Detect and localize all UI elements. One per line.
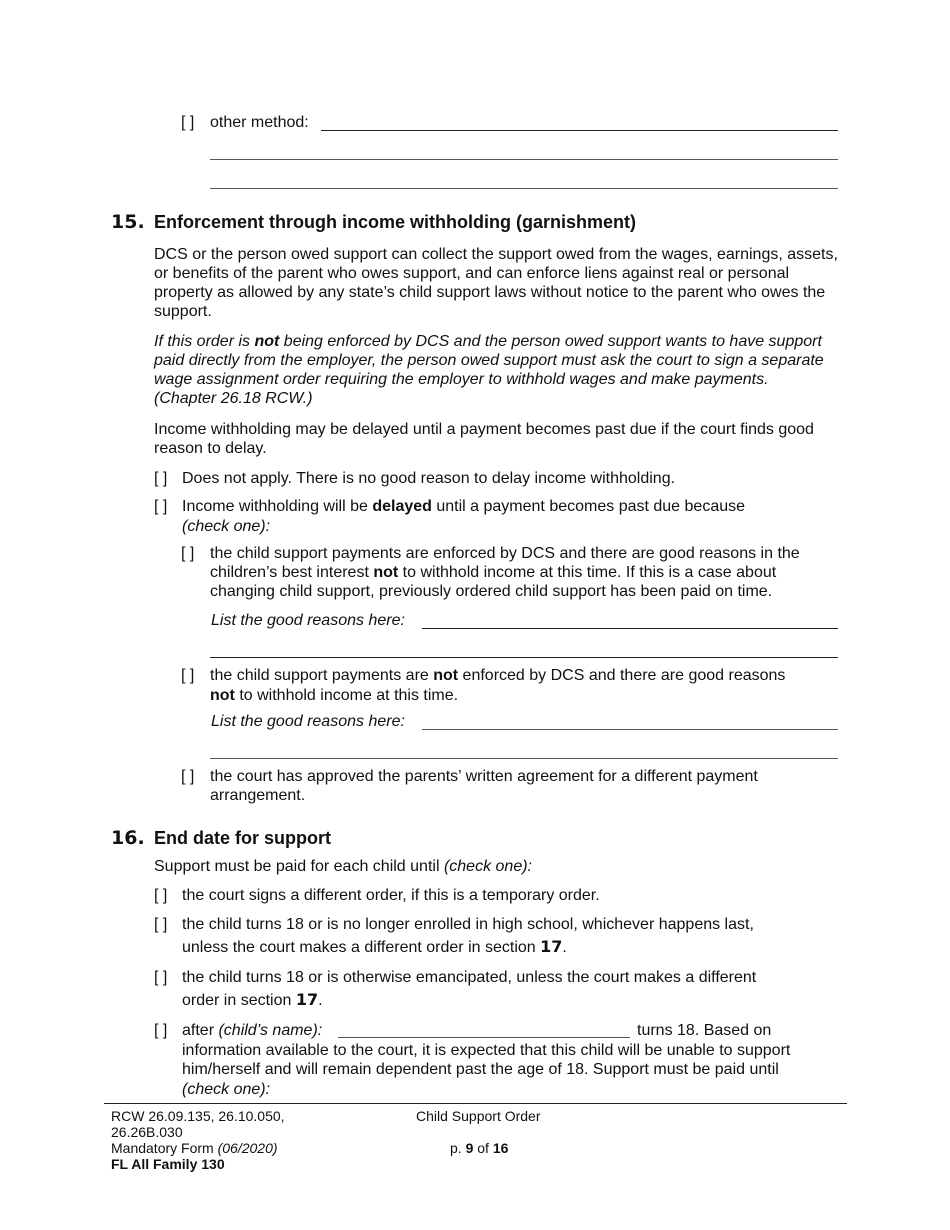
section-15-paragraph-3: Income withholding may be delayed until a payment becomes past due if the court finds good reason to delay. [154, 421, 814, 457]
checkbox-16-emancipated[interactable]: [ ] [154, 969, 168, 986]
option-15-not-dcs-line2: not to withhold income at this time. [210, 687, 459, 704]
option-15-not-dcs: the child support payments are not enforced by DCS and there are good reasons [210, 667, 786, 684]
section-15-paragraph-1: DCS or the person owed support can collect the support owed from the wages, earnings, assets, or benefits of the parent who owes support, and can enforce liens against real or personal property as allowed by any state’s child support laws without notice to the parent who owes the support. [154, 246, 838, 320]
checkbox-15-dcs-enforced[interactable]: [ ] [181, 545, 195, 562]
footer-divider [104, 1103, 847, 1104]
option-16-emancipated: the child turns 18 or is otherwise emancipated, unless the court makes a different [182, 969, 757, 986]
footer-rcw-1: RCW 26.09.135, 26.10.050, [111, 1108, 285, 1124]
other-method-line-2[interactable] [210, 159, 838, 160]
reasons-line-1b[interactable] [210, 657, 838, 658]
section-15-number: 15. [111, 211, 145, 233]
option-16-emancipated-line2: order in section 17. [182, 990, 323, 1009]
option-15-parents-agreement: the court has approved the parents’ written agreement for a different payment arrangement. [210, 768, 758, 804]
checkbox-15-does-not-apply[interactable]: [ ] [154, 470, 168, 487]
option-16-high-school: the child turns 18 or is no longer enrolled in high school, whichever happens last, [182, 916, 754, 933]
footer-form-id: FL All Family 130 [111, 1156, 225, 1172]
section-15-title: Enforcement through income withholding (garnishment) [154, 212, 636, 232]
list-reasons-label-1: List the good reasons here: [211, 612, 405, 629]
section-16-intro: Support must be paid for each child until (check one): [154, 858, 532, 875]
section-16-number: 16. [111, 827, 145, 849]
option-16-after-label: after (child’s name): [182, 1022, 323, 1039]
checkbox-15-delayed[interactable]: [ ] [154, 498, 168, 515]
other-method-line-1[interactable] [321, 130, 838, 131]
checkbox-other-method[interactable]: [ ] [181, 114, 195, 131]
checkbox-15-parents-agreement[interactable]: [ ] [181, 768, 195, 785]
checkbox-16-temporary[interactable]: [ ] [154, 887, 168, 904]
footer-mandatory: Mandatory Form (06/2020) [111, 1140, 278, 1156]
option-16-temporary: the court signs a different order, if this is a temporary order. [182, 887, 600, 904]
footer-left [111, 1108, 285, 1172]
footer-page-number: p. 9 of 16 [450, 1140, 509, 1156]
child-name-line[interactable] [338, 1037, 630, 1038]
other-method-label: other method: [210, 114, 309, 131]
option-15-does-not-apply: Does not apply. There is no good reason to delay income withholding. [182, 470, 676, 487]
list-reasons-label-2: List the good reasons here: [211, 713, 405, 730]
footer-doc-title: Child Support Order [416, 1108, 541, 1124]
option-15-delayed: Income withholding will be delayed until a payment becomes past due because [182, 498, 746, 515]
checkbox-16-after-child[interactable]: [ ] [154, 1022, 168, 1039]
footer-rcw-2: 26.26B.030 [111, 1124, 183, 1140]
section-16-title: End date for support [154, 828, 331, 848]
option-16-after-line2: information available to the court, it is expected that this child will be unable to support [182, 1042, 791, 1059]
option-15-delayed-check-one: (check one): [182, 518, 271, 535]
option-16-turns-18: turns 18. Based on [637, 1022, 772, 1039]
reasons-line-1a[interactable] [422, 628, 838, 629]
checkbox-16-high-school[interactable]: [ ] [154, 916, 168, 933]
section-15-paragraph-2: If this order is not being enforced by DCS and the person owed support wants to have support paid directly from the employer, the person owed support must ask the court to sign a separate wage assignment order requiring the employer to withhold wages and make payments. (Chapter 26.18 RCW.) [154, 333, 824, 407]
option-16-after-line3: him/herself and will remain dependent past the age of 18. Support must be paid until [182, 1061, 779, 1078]
other-method-line-3[interactable] [210, 188, 838, 189]
checkbox-15-not-dcs[interactable]: [ ] [181, 667, 195, 684]
reasons-line-2a[interactable] [422, 729, 838, 730]
option-16-high-school-line2: unless the court makes a different order in section 17. [182, 937, 567, 956]
option-15-dcs-enforced: the child support payments are enforced by DCS and there are good reasons in the children’s best interest not to withhold income at this time. If this is a case about changing child support, previously ordered child support has been paid on time. [210, 545, 800, 600]
reasons-line-2b[interactable] [210, 758, 838, 759]
option-16-after-check-one: (check one): [182, 1081, 271, 1098]
